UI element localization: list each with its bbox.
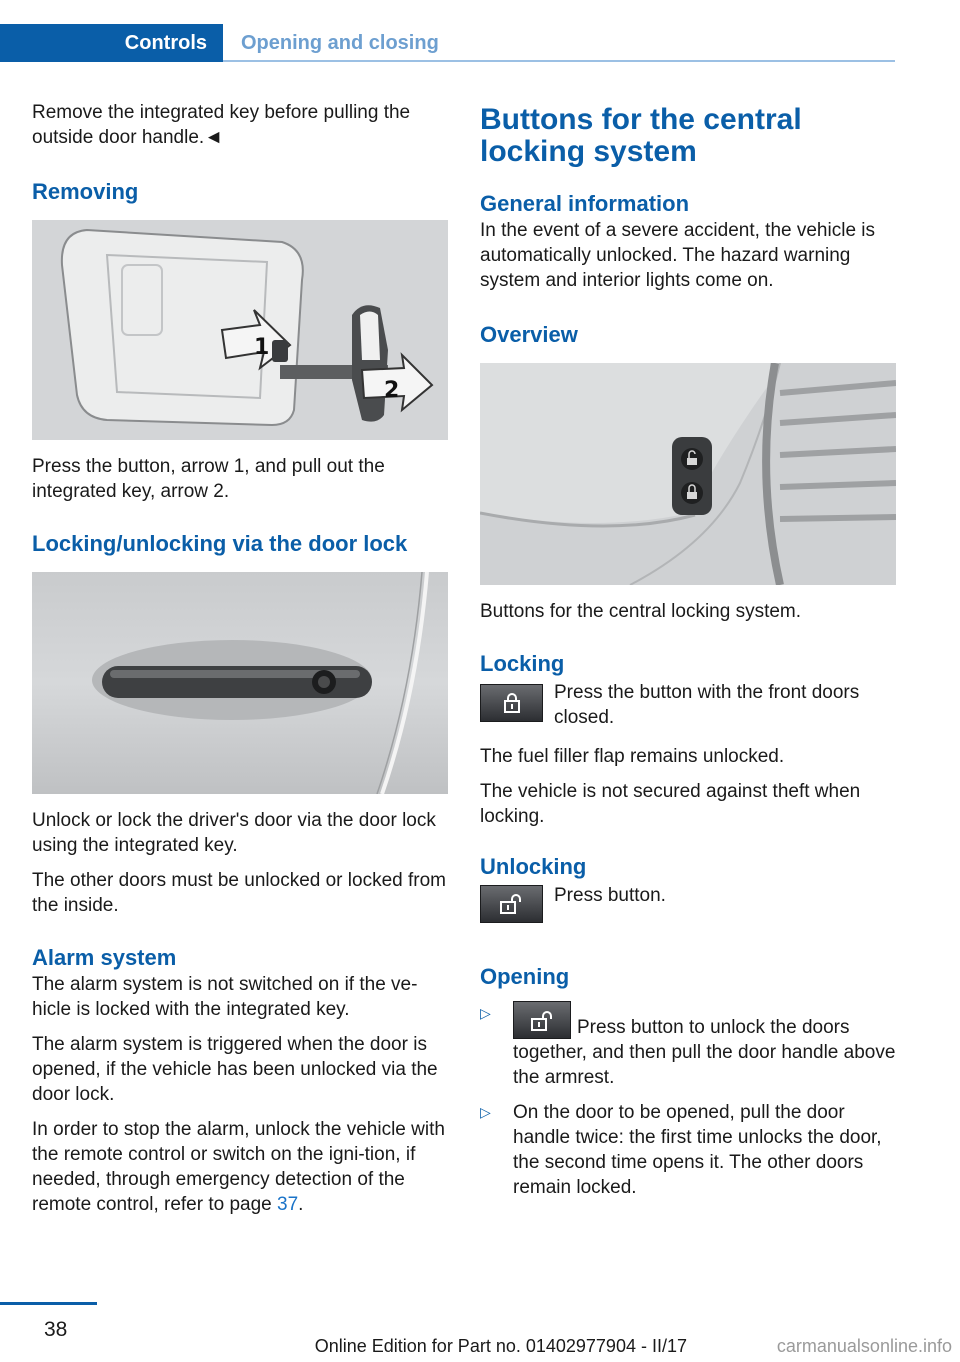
locking-instruction: Press the button with the front doors closed. (554, 682, 860, 728)
footer-rule (0, 1302, 97, 1305)
page-number: 38 (44, 1318, 68, 1341)
unlocking-heading: Unlocking (480, 854, 587, 879)
door-lock-p2: The other doors must be unlocked or locked from the inside. (32, 870, 446, 916)
bullet-triangle-icon: ▷ (480, 1104, 491, 1120)
opening-item-1 (480, 1001, 896, 1090)
arrow-1-label: 1 (254, 335, 270, 360)
lock-open-icon (529, 1009, 557, 1033)
door-handle-illustration (32, 572, 448, 794)
unlock-button (480, 885, 543, 923)
alarm-p2: The alarm system is triggered when the door is opened, if the vehicle has been unlocked via the door lock. (32, 1034, 438, 1105)
locking-p2: The vehicle is not secured against theft when locking. (480, 781, 861, 827)
alarm-p3-text: In order to stop the alarm, unlock the vehicle with the remote control or switch on the igni‐tion, if needed, through emergency detection of the remote control, refer to page (32, 1119, 445, 1215)
header-rule (223, 60, 895, 62)
lock-closed-icon (500, 691, 524, 715)
unlocking-row (480, 883, 896, 937)
lock-button (480, 684, 543, 722)
section-tab: Controls (0, 24, 223, 62)
opening-heading: Opening (480, 964, 570, 989)
subsection-tab: Opening and closing (241, 31, 439, 54)
alarm-heading: Alarm system (32, 945, 177, 970)
door-handle-figure (32, 572, 448, 794)
watermark: carmanualsonline.info (776, 1336, 952, 1356)
general-info-heading: General information (480, 191, 690, 216)
locking-heading: Locking (480, 651, 565, 676)
inline-unlock-button (513, 1001, 571, 1039)
removing-caption: Press the button, arrow 1, and pull out the integrated key, arrow 2. (32, 456, 385, 502)
door-lock-p1: Unlock or lock the driver's door via the door lock using the integrated key. (32, 810, 436, 856)
overview-heading: Overview (480, 322, 578, 347)
opening-item-2-text: On the door to be opened, pull the door handle twice: the first time unlocks the door, the second time opens it. The other doors remain locked. (513, 1102, 882, 1198)
left-column (32, 100, 448, 1227)
alarm-p1: The alarm system is not switched on if the ve‐hicle is locked with the integrated key. (32, 974, 418, 1020)
bullet-triangle-icon: ▷ (480, 1005, 491, 1021)
alarm-p3 (32, 1117, 448, 1217)
arrow-2-label: 2 (384, 378, 400, 403)
locking-row (480, 680, 896, 734)
intro-text: Remove the integrated key before pulling the outside door handle.◄ (32, 102, 411, 148)
locking-p1: The fuel filler flap remains unlocked. (480, 746, 785, 767)
removing-heading: Removing (32, 179, 139, 204)
lock-open-icon (498, 892, 526, 916)
door-lock-heading: Locking/unlocking via the door lock (32, 531, 408, 556)
alarm-p3-end: . (298, 1194, 304, 1215)
opening-item-2 (480, 1100, 896, 1200)
page-reference-link[interactable]: 37 (277, 1194, 299, 1215)
edition-text: Online Edition for Part no. 01402977904 - II/17 (314, 1336, 687, 1356)
opening-list (480, 1001, 896, 1200)
right-column (480, 104, 896, 1210)
central-locking-heading: Buttons for the central locking system (480, 103, 802, 168)
general-info-text: In the event of a severe accident, the vehicle is automatically unlocked. The hazard warning system and interior lights come on. (480, 220, 876, 291)
opening-item-1-text: Press button to unlock the doors together, and then pull the door handle above the armrest. (513, 1017, 896, 1088)
door-panel-figure (480, 363, 896, 585)
door-panel-illustration (480, 363, 896, 585)
unlocking-instruction: Press button. (554, 885, 666, 906)
overview-caption: Buttons for the central locking system. (480, 601, 802, 622)
key-removal-illustration (32, 220, 448, 440)
key-removal-figure (32, 220, 448, 440)
page-header (0, 24, 895, 62)
